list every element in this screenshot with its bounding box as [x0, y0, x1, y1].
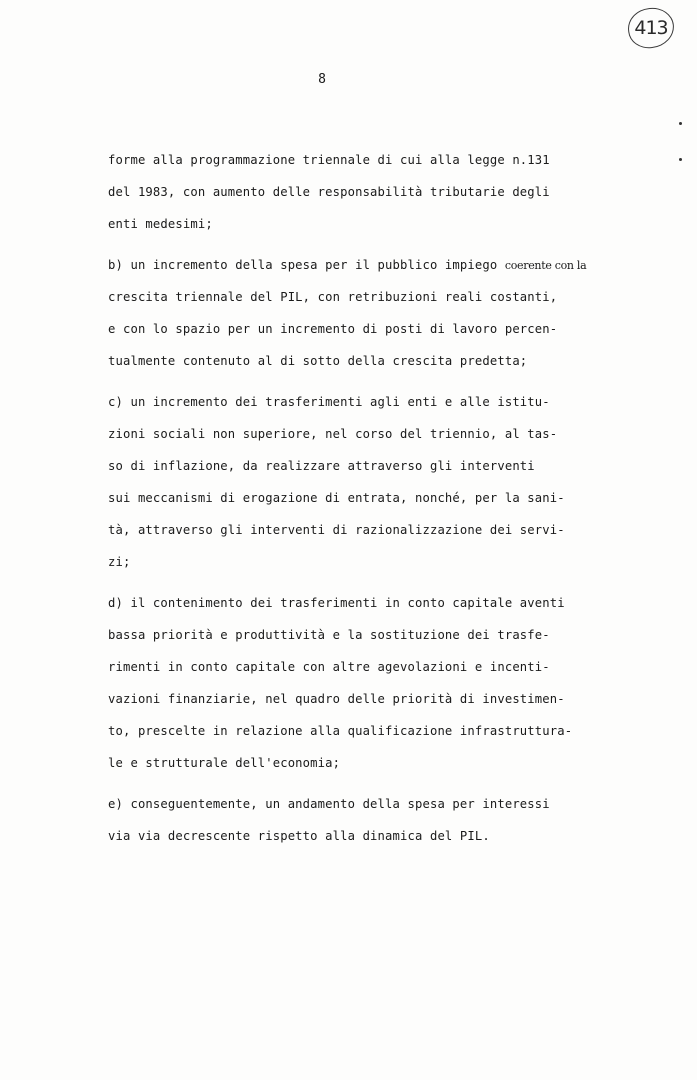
text-line: to, prescelte in relazione alla qualificazione infrastruttura- [108, 724, 573, 738]
text-line: forme alla programmazione triennale di cui alla legge n.131 [108, 153, 550, 167]
text-line: tualmente contenuto al di sotto della crescita predetta; [108, 354, 528, 368]
text-line: e) conseguentemente, un andamento della spesa per interessi [108, 797, 550, 811]
text-line: crescita triennale del PIL, con retribuzioni reali costanti, [108, 290, 558, 304]
text-line: e con lo spazio per un incremento di posti di lavoro percen- [108, 322, 558, 336]
text-line: bassa priorità e produttività e la sostituzione dei trasfe- [108, 628, 550, 642]
page-number: 8 [318, 72, 326, 87]
handwritten-insert: coerente con la [504, 259, 587, 272]
text-line: zioni sociali non superiore, nel corso del triennio, al tas- [108, 427, 558, 441]
margin-mark [679, 158, 682, 161]
text-line: vazioni finanziarie, nel quadro delle priorità di investimen- [108, 692, 565, 706]
text-line: rimenti in conto capitale con altre agevolazioni e incenti- [108, 660, 550, 674]
text-line: del 1983, con aumento delle responsabilità tributarie degli [108, 185, 550, 199]
text-line-with-insert [108, 257, 586, 274]
text-line: tà, attraverso gli interventi di razionalizzazione dei servi- [108, 523, 565, 537]
text-line: sui meccanismi di erogazione di entrata, nonché, per la sani- [108, 491, 565, 505]
text-line: le e strutturale dell'economia; [108, 756, 341, 770]
text-line: b) un incremento della spesa per il pubblico impiego [108, 258, 498, 272]
text-line: via via decrescente rispetto alla dinamica del PIL. [108, 829, 490, 843]
margin-mark [679, 122, 682, 125]
archive-stamp-number: 413 [634, 17, 668, 39]
text-line: zi; [108, 555, 131, 569]
text-line: c) un incremento dei trasferimenti agli enti e alle istitu- [108, 395, 550, 409]
text-line: d) il contenimento dei trasferimenti in conto capitale aventi [108, 596, 565, 610]
text-line: enti medesimi; [108, 217, 213, 231]
text-line: so di inflazione, da realizzare attraverso gli interventi [108, 459, 535, 473]
